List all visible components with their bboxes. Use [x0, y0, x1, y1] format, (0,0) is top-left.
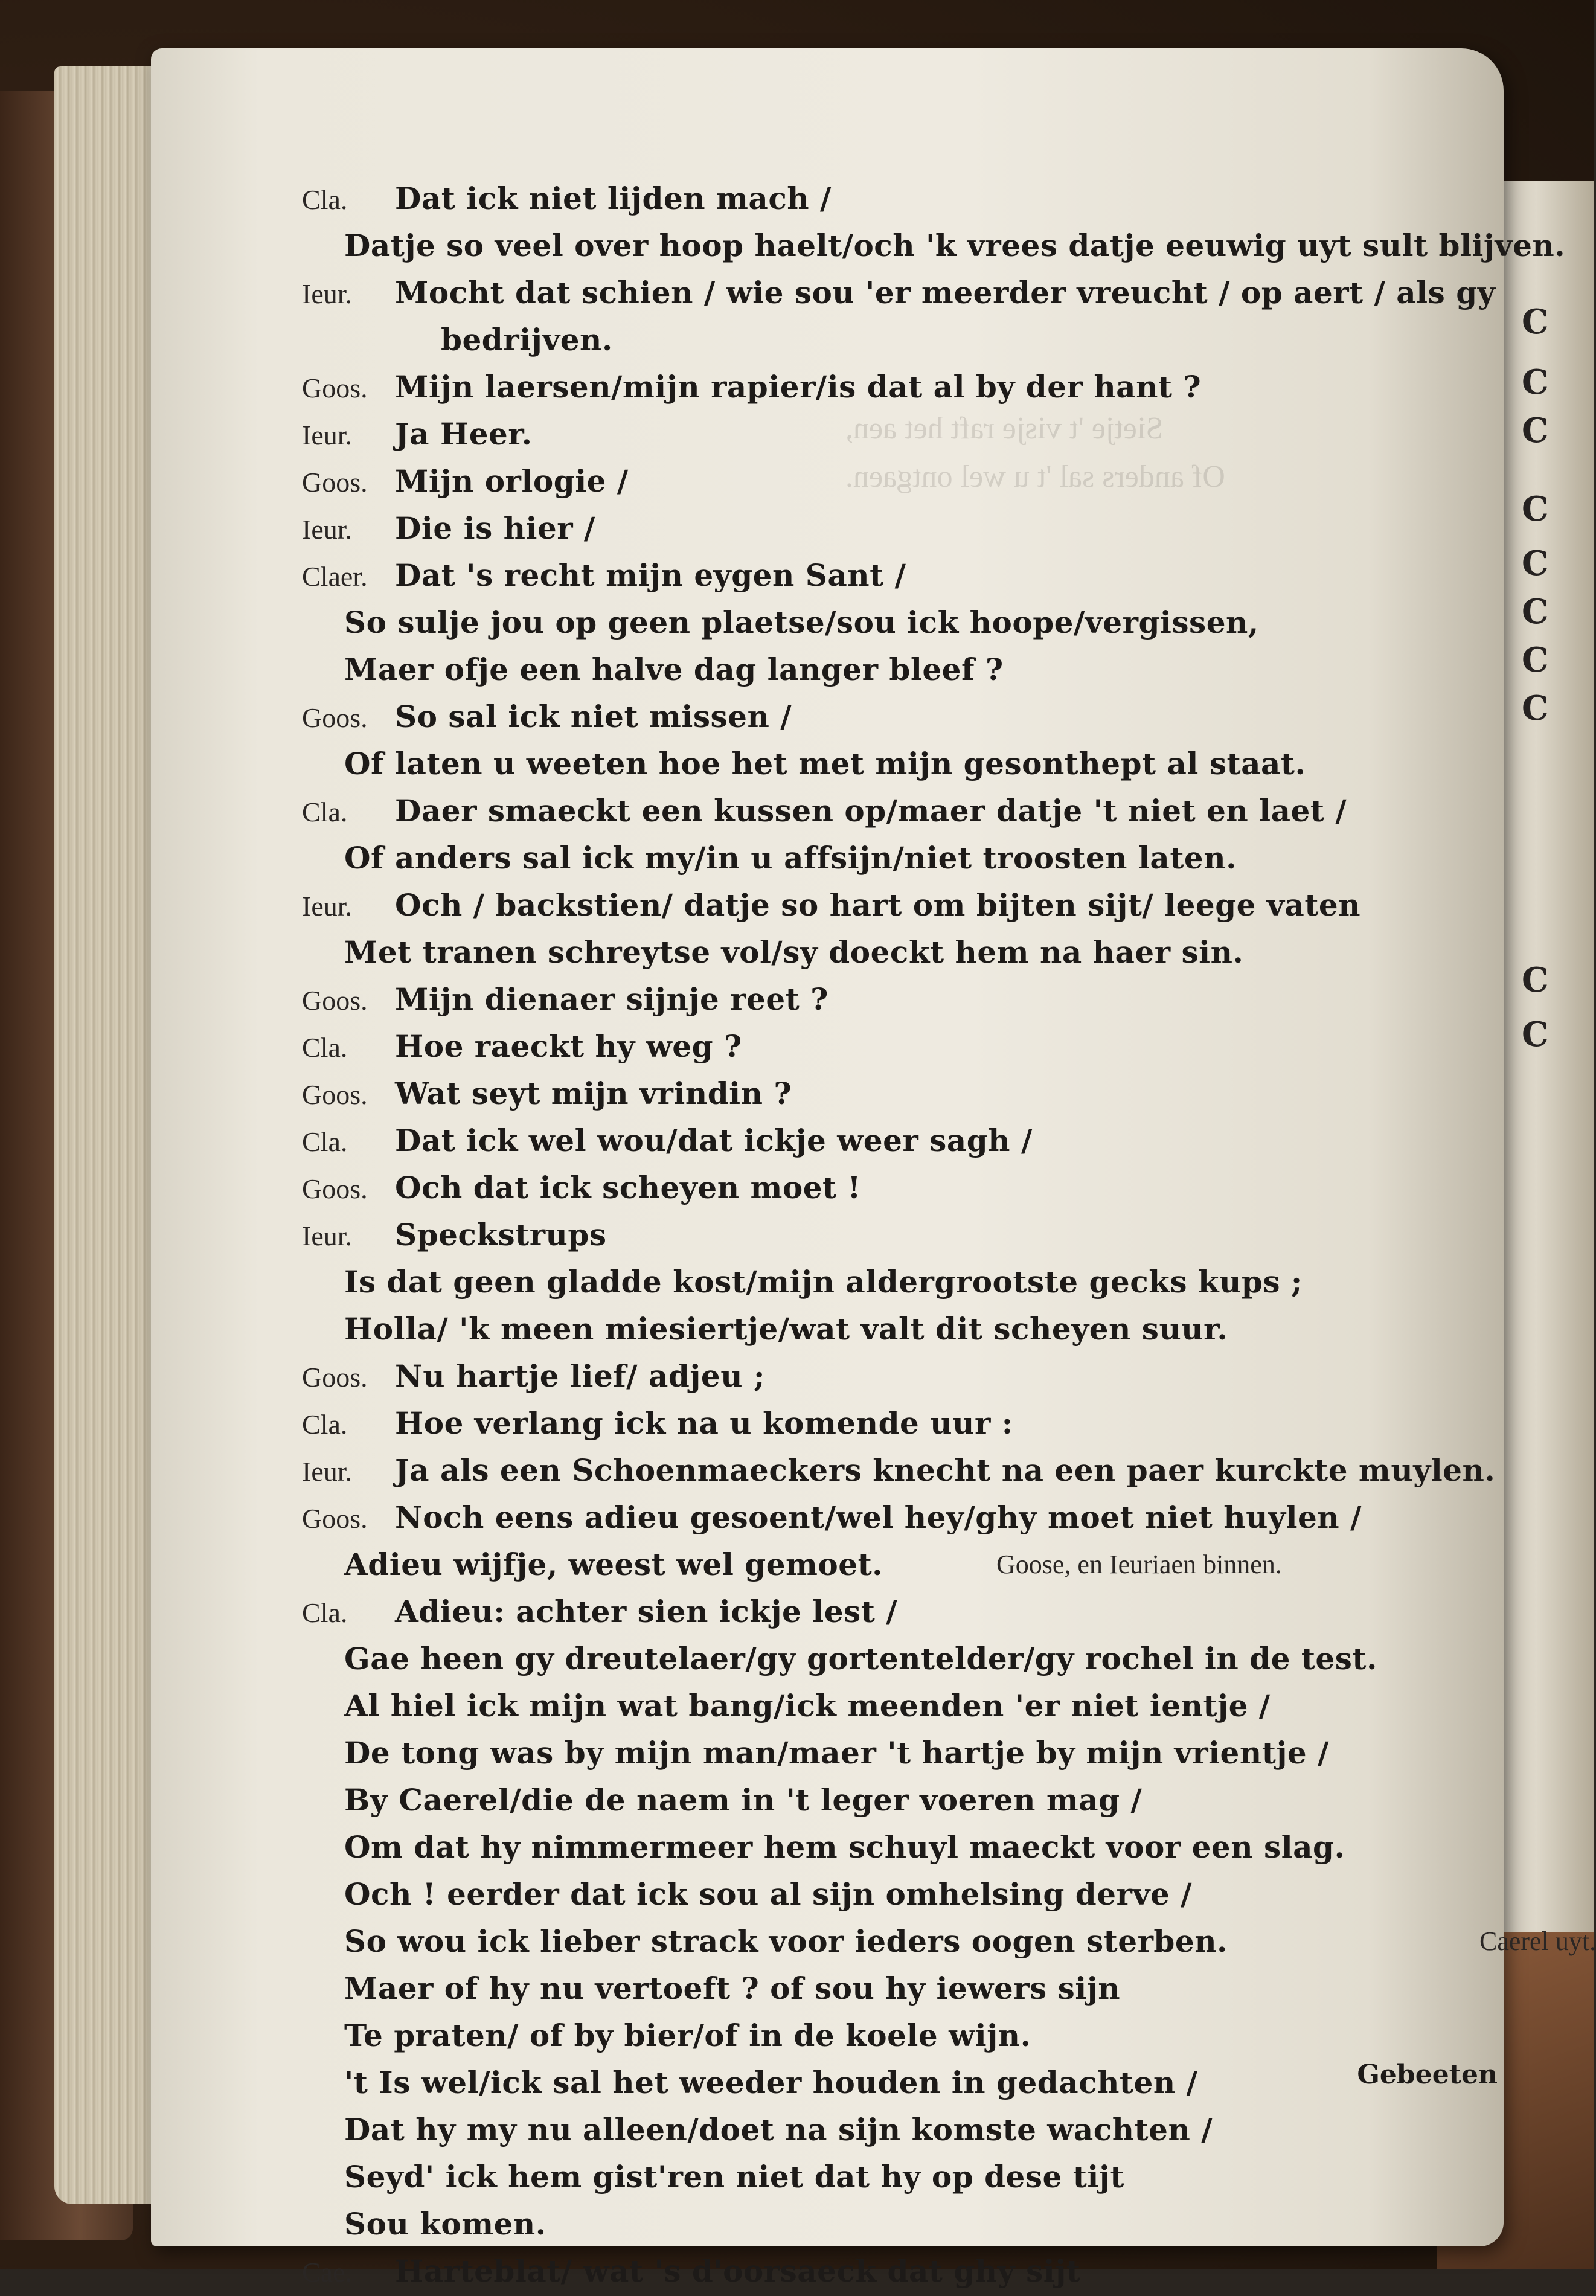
- text-line: [302, 1211, 1528, 1259]
- verse-text: Hoe verlang ick na u komende uur :: [395, 1405, 1013, 1441]
- verse-text: Och dat ick scheyen moet !: [395, 1170, 862, 1205]
- text-line: [302, 929, 1528, 976]
- speaker-label: Ieur.: [302, 1220, 353, 1251]
- verse-text: So wou ick lieber strack voor ieders oogen sterben.: [344, 1923, 1228, 1959]
- text-line: [302, 175, 1528, 222]
- book-page: [151, 48, 1596, 2289]
- verse-text: Seyd' ick hem gist'ren niet dat hy op dese tijt: [344, 2159, 1125, 2195]
- catchword: Gebeeten: [1357, 2059, 1498, 2090]
- verse-text: Met tranen schreytse vol/sy doeckt hem na haer sin.: [344, 934, 1244, 970]
- text-line: [302, 1117, 1528, 1164]
- text-line: [302, 1918, 1596, 1965]
- verse-text: De tong was by mijn man/maer 't hartje by mijn vrientje /: [344, 1735, 1329, 1771]
- verse-text: bedrijven.: [441, 322, 613, 358]
- text-line: [302, 505, 1528, 552]
- verse-text: Adieu: achter sien ickje lest /: [395, 1594, 897, 1629]
- speaker-label: Ieur.: [302, 891, 353, 922]
- verse-text: Sou komen.: [344, 2206, 546, 2242]
- verse-text: Hoe raeckt hy weg ?: [395, 1028, 742, 1064]
- text-line: [302, 2106, 1528, 2153]
- speaker-label: Goos.: [302, 985, 368, 1016]
- verse-text: Mocht dat schien / wie sou 'er meerder vreucht / op aert / als gy: [395, 275, 1496, 310]
- text-line: [302, 222, 1566, 269]
- text-line: [302, 1306, 1528, 1353]
- text-line: [302, 1353, 1528, 1400]
- verse-text: Noch eens adieu gesoent/wel hey/ghy moet niet huylen /: [395, 1499, 1362, 1535]
- right-page-fragment: C: [1522, 1015, 1549, 1054]
- speaker-label: Cae.: [302, 2257, 353, 2288]
- verse-text: Ja als een Schoenmaeckers knecht na een paer kurckte muylen.: [395, 1452, 1496, 1488]
- speaker-label: Goos.: [302, 1503, 368, 1534]
- text-line: [302, 740, 1528, 787]
- text-line: [302, 2201, 1528, 2248]
- text-line: [302, 835, 1528, 882]
- speaker-label: Cla.: [302, 1126, 348, 1157]
- speaker-label: Cla.: [302, 797, 348, 827]
- verse-text: Daer smaeckt een kussen op/maer datje 't niet en laet /: [395, 793, 1347, 829]
- text-line: [302, 1824, 1528, 1871]
- verse-text: Nu hartje lief/ adjeu ;: [395, 1358, 765, 1394]
- speaker-label: Goos.: [302, 702, 368, 733]
- verse-text: Die is hier /: [395, 510, 595, 546]
- speaker-label: Ieur.: [302, 1456, 353, 1487]
- verse-text: Adieu wijfje, weest wel gemoet.: [344, 1547, 883, 1582]
- speaker-label: Ieur.: [302, 514, 353, 545]
- verse-text: So sulje jou op geen plaetse/sou ick hoope/vergissen,: [344, 604, 1259, 640]
- speaker-label: Goos.: [302, 1173, 368, 1204]
- verse-text: Of laten u weeten hoe het met mijn gesonthept al staat.: [344, 746, 1306, 781]
- verse-text: Maer of hy nu vertoeft ? of sou hy iewers sijn: [344, 1971, 1121, 2006]
- right-page-fragment: C: [1522, 640, 1549, 680]
- right-page-fragment: C: [1522, 362, 1549, 402]
- stage-direction: Caerel uyt.: [1479, 1926, 1596, 1956]
- verse-text: Is dat geen gladde kost/mijn aldergrootste gecks kups ;: [344, 1264, 1303, 1300]
- text-line: [302, 1635, 1528, 1682]
- text-line: [302, 1070, 1528, 1117]
- text-line: [302, 1965, 1528, 2012]
- verse-text: By Caerel/die de naem in 't leger voeren mag /: [344, 1782, 1143, 1818]
- speaker-label: Ieur.: [302, 420, 353, 451]
- verse-text: Dat 's recht mijn eygen Sant /: [395, 557, 906, 593]
- right-page-fragment: C: [1522, 411, 1549, 451]
- right-page-fragment: C: [1522, 592, 1549, 632]
- text-line: [302, 316, 1528, 364]
- text-line: [302, 269, 1528, 316]
- text-line: [302, 646, 1528, 693]
- text-line: [302, 364, 1528, 411]
- speaker-label: Goos.: [302, 373, 368, 403]
- verse-text: Datje so veel over hoop haelt/och 'k vrees datje eeuwig uyt sult blijven.: [344, 228, 1566, 263]
- verse-text: Al hiel ick mijn wat bang/ick meenden 'er niet ientje /: [344, 1688, 1271, 1724]
- verse-text: Wat seyt mijn vrindin ?: [395, 1076, 792, 1111]
- text-line: [302, 882, 1528, 929]
- text-line: [302, 2153, 1528, 2201]
- text-line: [302, 1871, 1528, 1918]
- verse-text: So sal ick niet missen /: [395, 699, 792, 734]
- verse-text: Om dat hy nimmermeer hem schuyl maeckt voor een slag.: [344, 1829, 1345, 1865]
- right-page-fragment: C: [1522, 302, 1549, 342]
- text-line: [302, 1730, 1528, 1777]
- bleed-through-line-1: Sietje 't visje raft het aen,: [845, 411, 1164, 446]
- text-line: [302, 1682, 1528, 1730]
- text-line: [302, 2059, 1528, 2106]
- text-line: [302, 787, 1528, 835]
- text-line: [302, 693, 1528, 740]
- text-line: [302, 1494, 1528, 1541]
- text-line: [302, 1588, 1528, 1635]
- speaker-label: Cla.: [302, 184, 348, 215]
- verse-text: Mijn dienaer sijnje reet ?: [395, 981, 828, 1017]
- text-line: [302, 458, 1528, 505]
- verse-text: Holla/ 'k meen miesiertje/wat valt dit scheyen suur.: [344, 1311, 1228, 1347]
- speaker-label: Claer.: [302, 561, 368, 592]
- right-page-fragment: C: [1522, 688, 1549, 728]
- verse-text: Gae heen gy dreutelaer/gy gortentelder/gy rochel in de test.: [344, 1641, 1377, 1676]
- speaker-label: Cla.: [302, 1032, 348, 1063]
- text-line: [302, 976, 1528, 1023]
- text-line: [302, 599, 1528, 646]
- verse-text: Dat ick wel wou/dat ickje weer sagh /: [395, 1123, 1033, 1158]
- verse-text: Och / backstien/ datje so hart om bijten sijt/ leege vaten: [395, 887, 1361, 923]
- stage-direction: Goose, en Ieuriaen binnen.: [996, 1550, 1282, 1579]
- verse-text: Te praten/ of by bier/of in de koele wijn.: [344, 2018, 1031, 2053]
- verse-text: Ja Heer.: [395, 416, 533, 452]
- text-line: [302, 1164, 1528, 1211]
- text-line: [302, 552, 1528, 599]
- text-line: [302, 1777, 1528, 1824]
- verse-text: Dat ick niet lijden mach /: [395, 181, 832, 216]
- right-page-fragment: C: [1522, 960, 1549, 1000]
- text-line: [302, 411, 1528, 458]
- speaker-label: Cla.: [302, 1409, 348, 1440]
- verse-text: Speckstrups: [395, 1217, 607, 1252]
- text-line: [302, 1023, 1528, 1070]
- speaker-label: Cla.: [302, 1597, 348, 1628]
- right-page-fragment: C: [1522, 489, 1549, 529]
- verse-text: 't Is wel/ick sal het weeder houden in gedachten /: [344, 2065, 1198, 2100]
- text-line: [302, 2012, 1528, 2059]
- speaker-label: Goos.: [302, 467, 368, 498]
- left-page-edges: [54, 66, 157, 2204]
- speaker-label: Ieur.: [302, 278, 353, 309]
- verse-text: Dat hy my nu alleen/doet na sijn komste wachten /: [344, 2112, 1213, 2147]
- text-line: [302, 2248, 1528, 2295]
- verse-text: Maer ofje een halve dag langer bleef ?: [344, 652, 1004, 687]
- verse-text: Mijn laersen/mijn rapier/is dat al by der hant ?: [395, 369, 1202, 405]
- text-line: [302, 1541, 1528, 1588]
- bleed-through-line-2: Of anders sal 't u wel ontgaen.: [845, 460, 1225, 494]
- text-line: [302, 1447, 1528, 1494]
- play-text: [302, 175, 1596, 2295]
- verse-text: Och ! eerder dat ick sou al sijn omhelsing derve /: [344, 1876, 1192, 1912]
- verse-text: Of anders sal ick my/in u affsijn/niet troosten laten.: [344, 840, 1237, 876]
- speaker-label: Goos.: [302, 1362, 368, 1393]
- speaker-label: Goos.: [302, 1079, 368, 1110]
- text-line: [302, 1259, 1528, 1306]
- text-line: [302, 1400, 1528, 1447]
- right-page-fragment: C: [1522, 544, 1549, 583]
- verse-text: Harteblat/ wat 's d'oorsaeck dat ghy sijt: [395, 2253, 1081, 2289]
- verse-text: Mijn orlogie /: [395, 463, 629, 499]
